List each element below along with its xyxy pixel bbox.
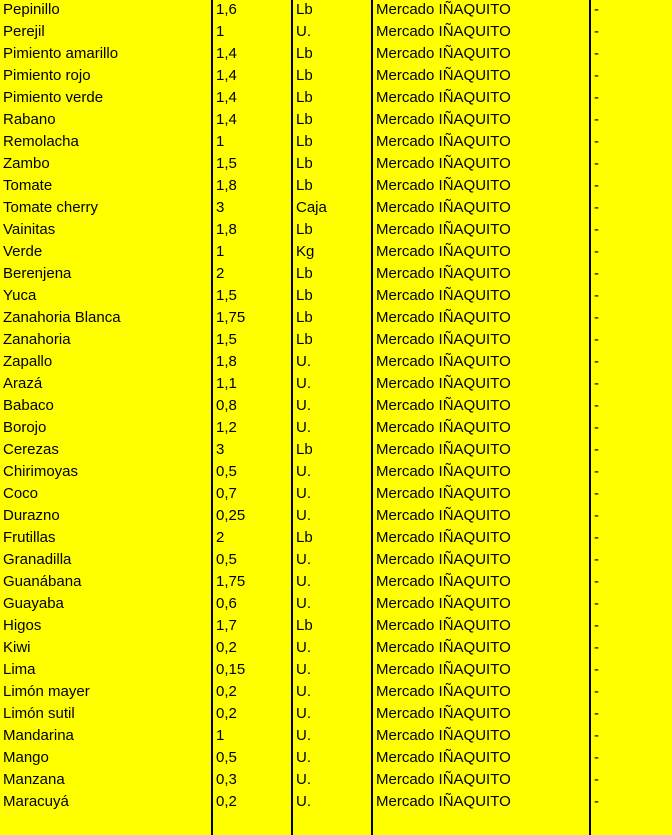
- table-row: [0, 197, 672, 219]
- table-row: [0, 505, 672, 527]
- extra-cell[interactable]: -: [590, 483, 672, 505]
- product-name-cell[interactable]: Tomate cherry: [3, 199, 99, 216]
- product-name-cell[interactable]: Borojo: [3, 419, 47, 436]
- market-cell[interactable]: Mercado IÑAQUITO: [372, 153, 590, 175]
- table-row: [0, 131, 672, 153]
- quantity-cell[interactable]: 0,2: [212, 681, 292, 703]
- product-name-cell[interactable]: Berenjena: [3, 265, 72, 282]
- extra-cell[interactable]: -: [590, 175, 672, 197]
- market-cell[interactable]: Mercado IÑAQUITO: [372, 505, 590, 527]
- extra-cell[interactable]: -: [590, 549, 672, 571]
- product-name-cell[interactable]: Pimiento verde: [3, 89, 104, 106]
- extra-cell[interactable]: -: [590, 615, 672, 637]
- extra-cell[interactable]: -: [590, 373, 672, 395]
- extra-cell[interactable]: [590, 813, 672, 835]
- extra-cell[interactable]: -: [590, 747, 672, 769]
- market-cell[interactable]: Mercado IÑAQUITO: [372, 307, 590, 329]
- unit-cell[interactable]: Lb: [292, 219, 372, 241]
- quantity-cell[interactable]: 0,3: [212, 769, 292, 791]
- market-cell[interactable]: Mercado IÑAQUITO: [372, 285, 590, 307]
- market-cell[interactable]: Mercado IÑAQUITO: [372, 439, 590, 461]
- unit-cell[interactable]: Lb: [292, 65, 372, 87]
- quantity-cell[interactable]: 1,5: [212, 153, 292, 175]
- table-row: [0, 549, 672, 571]
- product-name-cell[interactable]: Chirimoyas: [3, 463, 79, 480]
- product-name-cell[interactable]: Higos: [3, 617, 42, 634]
- table-row: [0, 87, 672, 109]
- unit-cell[interactable]: Lb: [292, 131, 372, 153]
- quantity-cell[interactable]: 3: [212, 439, 292, 461]
- market-cell[interactable]: Mercado IÑAQUITO: [372, 703, 590, 725]
- market-cell[interactable]: Mercado IÑAQUITO: [372, 43, 590, 65]
- product-name-cell[interactable]: Zanahoria Blanca: [3, 309, 121, 326]
- market-cell[interactable]: Mercado IÑAQUITO: [372, 659, 590, 681]
- market-cell[interactable]: Mercado IÑAQUITO: [372, 791, 590, 813]
- market-cell[interactable]: Mercado IÑAQUITO: [372, 637, 590, 659]
- product-name-cell[interactable]: Remolacha: [3, 133, 79, 150]
- extra-cell[interactable]: -: [590, 109, 672, 131]
- unit-cell[interactable]: U.: [292, 637, 372, 659]
- unit-cell[interactable]: U.: [292, 417, 372, 439]
- quantity-cell[interactable]: 1,75: [212, 571, 292, 593]
- market-cell[interactable]: Mercado IÑAQUITO: [372, 65, 590, 87]
- extra-cell[interactable]: -: [590, 571, 672, 593]
- extra-cell[interactable]: -: [590, 395, 672, 417]
- unit-cell[interactable]: [292, 813, 372, 835]
- unit-cell[interactable]: Lb: [292, 439, 372, 461]
- product-name-cell[interactable]: Pimiento rojo: [3, 67, 91, 84]
- product-name-cell[interactable]: Babaco: [3, 397, 54, 414]
- extra-cell[interactable]: -: [590, 659, 672, 681]
- market-cell[interactable]: Mercado IÑAQUITO: [372, 461, 590, 483]
- table-row: [0, 373, 672, 395]
- product-name-cell[interactable]: Granadilla: [3, 551, 72, 568]
- quantity-cell[interactable]: 1,4: [212, 109, 292, 131]
- table-row: [0, 681, 672, 703]
- market-cell[interactable]: Mercado IÑAQUITO: [372, 175, 590, 197]
- extra-cell[interactable]: -: [590, 219, 672, 241]
- unit-cell[interactable]: Kg: [292, 241, 372, 263]
- extra-cell[interactable]: -: [590, 769, 672, 791]
- extra-cell[interactable]: -: [590, 593, 672, 615]
- unit-cell[interactable]: Lb: [292, 43, 372, 65]
- unit-cell[interactable]: U.: [292, 461, 372, 483]
- market-cell[interactable]: Mercado IÑAQUITO: [372, 0, 590, 21]
- unit-cell[interactable]: U.: [292, 351, 372, 373]
- quantity-cell[interactable]: 1,4: [212, 65, 292, 87]
- extra-cell[interactable]: -: [590, 43, 672, 65]
- market-cell[interactable]: Mercado IÑAQUITO: [372, 483, 590, 505]
- product-name-cell[interactable]: Perejil: [3, 23, 45, 40]
- extra-cell[interactable]: -: [590, 637, 672, 659]
- market-cell[interactable]: Mercado IÑAQUITO: [372, 373, 590, 395]
- extra-cell[interactable]: -: [590, 351, 672, 373]
- product-name-cell[interactable]: Manzana: [3, 771, 65, 788]
- extra-cell[interactable]: -: [590, 263, 672, 285]
- unit-cell[interactable]: U.: [292, 373, 372, 395]
- table-row: [0, 175, 672, 197]
- quantity-cell[interactable]: 0,6: [212, 593, 292, 615]
- market-cell[interactable]: Mercado IÑAQUITO: [372, 527, 590, 549]
- unit-cell[interactable]: U.: [292, 681, 372, 703]
- product-name-cell[interactable]: Zapallo: [3, 353, 53, 370]
- market-cell[interactable]: [372, 813, 590, 835]
- quantity-cell[interactable]: 1,4: [212, 43, 292, 65]
- quantity-cell[interactable]: 1,8: [212, 175, 292, 197]
- quantity-cell[interactable]: 1: [212, 131, 292, 153]
- extra-cell[interactable]: -: [590, 439, 672, 461]
- unit-cell[interactable]: U.: [292, 549, 372, 571]
- unit-cell[interactable]: U.: [292, 659, 372, 681]
- product-name-cell[interactable]: Mandarina: [3, 727, 74, 744]
- market-cell[interactable]: Mercado IÑAQUITO: [372, 197, 590, 219]
- unit-cell[interactable]: Lb: [292, 109, 372, 131]
- quantity-cell[interactable]: 1,2: [212, 417, 292, 439]
- market-cell[interactable]: Mercado IÑAQUITO: [372, 87, 590, 109]
- product-name-cell[interactable]: Zambo: [3, 155, 50, 172]
- product-name-cell[interactable]: [0, 813, 212, 835]
- extra-cell[interactable]: -: [590, 0, 672, 21]
- quantity-cell[interactable]: 0,15: [212, 659, 292, 681]
- table-row: [0, 615, 672, 637]
- unit-cell[interactable]: U.: [292, 593, 372, 615]
- market-cell[interactable]: Mercado IÑAQUITO: [372, 109, 590, 131]
- quantity-cell[interactable]: 1: [212, 241, 292, 263]
- market-cell[interactable]: Mercado IÑAQUITO: [372, 263, 590, 285]
- table-row: [0, 241, 672, 263]
- product-name-cell[interactable]: Durazno: [3, 507, 60, 524]
- quantity-cell[interactable]: 0,25: [212, 505, 292, 527]
- quantity-cell[interactable]: 1,1: [212, 373, 292, 395]
- market-cell[interactable]: Mercado IÑAQUITO: [372, 329, 590, 351]
- extra-cell[interactable]: -: [590, 197, 672, 219]
- product-name-cell[interactable]: Frutillas: [3, 529, 56, 546]
- quantity-cell[interactable]: 2: [212, 527, 292, 549]
- extra-cell[interactable]: -: [590, 791, 672, 813]
- market-cell[interactable]: Mercado IÑAQUITO: [372, 615, 590, 637]
- table-row: [0, 527, 672, 549]
- product-name-cell[interactable]: Limón mayer: [3, 683, 90, 700]
- quantity-cell[interactable]: [212, 813, 292, 835]
- quantity-cell[interactable]: 1,8: [212, 351, 292, 373]
- product-name-cell[interactable]: Mango: [3, 749, 49, 766]
- unit-cell[interactable]: Lb: [292, 87, 372, 109]
- quantity-cell[interactable]: 1,6: [212, 0, 292, 21]
- extra-cell[interactable]: -: [590, 285, 672, 307]
- table-row: [0, 439, 672, 461]
- table-row: [0, 637, 672, 659]
- product-name-cell[interactable]: Coco: [3, 485, 39, 502]
- unit-cell[interactable]: Lb: [292, 175, 372, 197]
- table-row: [0, 329, 672, 351]
- market-cell[interactable]: Mercado IÑAQUITO: [372, 681, 590, 703]
- table-row: [0, 0, 672, 21]
- unit-cell[interactable]: U.: [292, 747, 372, 769]
- product-name-cell[interactable]: Limón sutil: [3, 705, 75, 722]
- table-row: [0, 747, 672, 769]
- unit-cell[interactable]: U.: [292, 725, 372, 747]
- table-row: [0, 659, 672, 681]
- extra-cell[interactable]: -: [590, 87, 672, 109]
- table-row: [0, 593, 672, 615]
- market-cell[interactable]: Mercado IÑAQUITO: [372, 571, 590, 593]
- table-row: [0, 483, 672, 505]
- unit-cell[interactable]: Lb: [292, 615, 372, 637]
- unit-cell[interactable]: U.: [292, 571, 372, 593]
- unit-cell[interactable]: Lb: [292, 0, 372, 21]
- market-cell[interactable]: Mercado IÑAQUITO: [372, 549, 590, 571]
- unit-cell[interactable]: U.: [292, 703, 372, 725]
- quantity-cell[interactable]: 0,5: [212, 461, 292, 483]
- quantity-cell[interactable]: 0,7: [212, 483, 292, 505]
- market-cell[interactable]: Mercado IÑAQUITO: [372, 747, 590, 769]
- unit-cell[interactable]: Lb: [292, 329, 372, 351]
- unit-cell[interactable]: Lb: [292, 527, 372, 549]
- table-row: [0, 703, 672, 725]
- table-row: [0, 285, 672, 307]
- unit-cell[interactable]: U.: [292, 483, 372, 505]
- market-cell[interactable]: Mercado IÑAQUITO: [372, 769, 590, 791]
- product-name-cell[interactable]: Rabano: [3, 111, 56, 128]
- table-row: [0, 395, 672, 417]
- unit-cell[interactable]: U.: [292, 505, 372, 527]
- table-row: [0, 43, 672, 65]
- table-row: [0, 263, 672, 285]
- product-name-cell[interactable]: Zanahoria: [3, 331, 71, 348]
- unit-cell[interactable]: Lb: [292, 263, 372, 285]
- quantity-cell[interactable]: 0,2: [212, 703, 292, 725]
- product-name-cell[interactable]: Pimiento amarillo: [3, 45, 119, 62]
- quantity-cell[interactable]: 1: [212, 725, 292, 747]
- product-name-cell[interactable]: Guayaba: [3, 595, 64, 612]
- unit-cell[interactable]: U.: [292, 395, 372, 417]
- market-cell[interactable]: Mercado IÑAQUITO: [372, 241, 590, 263]
- table-row: [0, 461, 672, 483]
- product-name-cell[interactable]: Cerezas: [3, 441, 59, 458]
- unit-cell[interactable]: Lb: [292, 307, 372, 329]
- extra-cell[interactable]: -: [590, 461, 672, 483]
- product-name-cell[interactable]: Arazá: [3, 375, 43, 392]
- extra-cell[interactable]: -: [590, 131, 672, 153]
- extra-cell[interactable]: -: [590, 307, 672, 329]
- product-name-cell[interactable]: Kiwi: [3, 639, 31, 656]
- table-row: [0, 813, 672, 835]
- extra-cell[interactable]: -: [590, 725, 672, 747]
- extra-cell[interactable]: -: [590, 21, 672, 43]
- market-cell[interactable]: Mercado IÑAQUITO: [372, 21, 590, 43]
- quantity-cell[interactable]: 3: [212, 197, 292, 219]
- unit-cell[interactable]: Lb: [292, 285, 372, 307]
- market-cell[interactable]: Mercado IÑAQUITO: [372, 725, 590, 747]
- extra-cell[interactable]: -: [590, 329, 672, 351]
- quantity-cell[interactable]: 0,2: [212, 637, 292, 659]
- product-name-cell[interactable]: Lima: [3, 661, 36, 678]
- table-row: [0, 21, 672, 43]
- extra-cell[interactable]: -: [590, 703, 672, 725]
- market-cell[interactable]: Mercado IÑAQUITO: [372, 131, 590, 153]
- product-name-cell[interactable]: Guanábana: [3, 573, 82, 590]
- quantity-cell[interactable]: 0,2: [212, 791, 292, 813]
- unit-cell[interactable]: U.: [292, 21, 372, 43]
- unit-cell[interactable]: U.: [292, 769, 372, 791]
- extra-cell[interactable]: -: [590, 527, 672, 549]
- product-name-cell[interactable]: Maracuyá: [3, 793, 69, 810]
- market-cell[interactable]: Mercado IÑAQUITO: [372, 351, 590, 373]
- extra-cell[interactable]: -: [590, 417, 672, 439]
- table-row: [0, 791, 672, 813]
- table-row: [0, 417, 672, 439]
- table-row: [0, 725, 672, 747]
- quantity-cell[interactable]: 0,5: [212, 549, 292, 571]
- quantity-cell[interactable]: 1,5: [212, 285, 292, 307]
- unit-cell[interactable]: Caja: [292, 197, 372, 219]
- unit-cell[interactable]: Lb: [292, 153, 372, 175]
- table-row: [0, 307, 672, 329]
- extra-cell[interactable]: -: [590, 241, 672, 263]
- extra-cell[interactable]: -: [590, 153, 672, 175]
- product-name-cell[interactable]: Tomate: [3, 177, 53, 194]
- market-cell[interactable]: Mercado IÑAQUITO: [372, 593, 590, 615]
- product-name-cell[interactable]: Pepinillo: [3, 1, 60, 18]
- extra-cell[interactable]: -: [590, 505, 672, 527]
- quantity-cell[interactable]: 1,4: [212, 87, 292, 109]
- table-row: [0, 65, 672, 87]
- quantity-cell[interactable]: 1,5: [212, 329, 292, 351]
- product-name-cell[interactable]: Verde: [3, 243, 43, 260]
- quantity-cell[interactable]: 1,75: [212, 307, 292, 329]
- market-cell[interactable]: Mercado IÑAQUITO: [372, 395, 590, 417]
- market-cell[interactable]: Mercado IÑAQUITO: [372, 219, 590, 241]
- quantity-cell[interactable]: 1,7: [212, 615, 292, 637]
- quantity-cell[interactable]: 2: [212, 263, 292, 285]
- table-row: [0, 351, 672, 373]
- table-row: [0, 769, 672, 791]
- table-row: [0, 153, 672, 175]
- extra-cell[interactable]: -: [590, 65, 672, 87]
- unit-cell[interactable]: U.: [292, 791, 372, 813]
- table-row: [0, 219, 672, 241]
- quantity-cell[interactable]: 1: [212, 21, 292, 43]
- product-name-cell[interactable]: Vainitas: [3, 221, 56, 238]
- market-cell[interactable]: Mercado IÑAQUITO: [372, 417, 590, 439]
- table-row: [0, 571, 672, 593]
- quantity-cell[interactable]: 1,8: [212, 219, 292, 241]
- quantity-cell[interactable]: 0,8: [212, 395, 292, 417]
- product-name-cell[interactable]: Yuca: [3, 287, 37, 304]
- quantity-cell[interactable]: 0,5: [212, 747, 292, 769]
- table-row: [0, 109, 672, 131]
- extra-cell[interactable]: -: [590, 681, 672, 703]
